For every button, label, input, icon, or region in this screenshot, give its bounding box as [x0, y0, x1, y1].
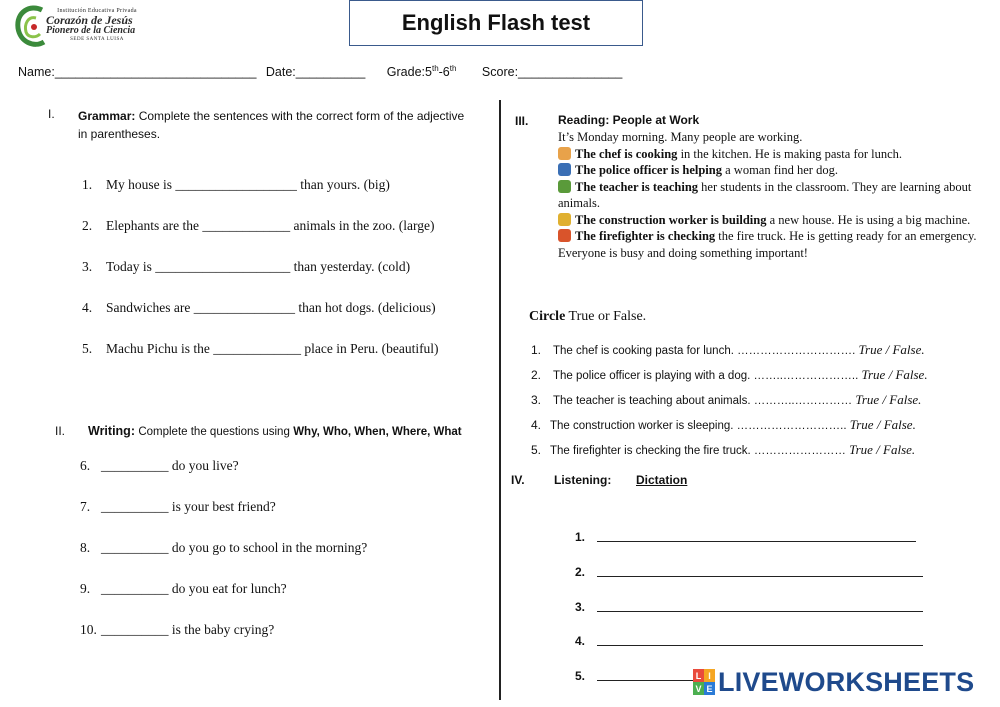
- student-info-line: [18, 64, 628, 79]
- reading-bold: The firefighter is checking: [575, 229, 716, 243]
- reading-paragraph: [558, 162, 978, 179]
- true-false-item[interactable]: [531, 367, 928, 383]
- date-field[interactable]: Date:__________: [265, 65, 366, 80]
- true-false-choice[interactable]: True / False.: [858, 342, 925, 357]
- grammar-item[interactable]: [82, 341, 439, 357]
- writing-item[interactable]: [80, 581, 287, 597]
- title-box: [349, 0, 643, 46]
- item-number: 8.: [80, 540, 91, 555]
- grammar-item[interactable]: [82, 300, 436, 316]
- item-text: Machu Pichu is the _____________ place in Peru. (beautiful): [106, 341, 439, 356]
- item-number: 2.: [82, 218, 93, 233]
- statement-text: The firefighter is checking the fire truck. ……………………: [550, 445, 850, 457]
- score-field[interactable]: Score:_______________: [481, 65, 623, 80]
- grammar-item[interactable]: [82, 259, 410, 275]
- chef-icon: [558, 147, 571, 160]
- item-number: 5.: [531, 443, 542, 457]
- grade-sup-2: th: [449, 64, 457, 73]
- grade-sup-1: th: [431, 64, 439, 73]
- dictation-number: 4.: [575, 634, 586, 648]
- school-subtitle: Pionero de la Ciencia: [46, 25, 136, 37]
- statement-text: The police officer is playing with a dog. ……..………………..: [553, 370, 862, 382]
- grammar-label: Grammar:: [78, 109, 136, 123]
- dictation-number: 3.: [575, 600, 586, 614]
- item-number: 6.: [80, 458, 91, 473]
- circle-rest: True or False.: [565, 309, 647, 324]
- teacher-icon: [558, 180, 571, 193]
- statement-text: The chef is cooking pasta for lunch. ………………………….: [553, 345, 859, 357]
- true-false-choice[interactable]: True / False.: [861, 367, 928, 382]
- dictation-line[interactable]: [597, 541, 916, 542]
- grade-field: [387, 65, 457, 79]
- item-number: 1.: [82, 177, 93, 192]
- item-number: 5.: [82, 341, 93, 356]
- dictation-line[interactable]: [597, 611, 923, 612]
- item-text: __________ do you eat for lunch?: [101, 581, 287, 596]
- true-false-item[interactable]: [531, 342, 925, 358]
- reading-bold: The police officer is helping: [575, 163, 722, 177]
- writing-instruction: Complete the questions using: [138, 426, 290, 438]
- item-text: __________ is your best friend?: [101, 499, 276, 514]
- school-campus: SEDE SANTA LUISA: [70, 36, 124, 42]
- grammar-instruction-1: Complete the sentences with the correct form of the adjective: [138, 109, 465, 123]
- grade-prefix: Grade:5: [386, 65, 432, 80]
- true-false-item[interactable]: [531, 442, 915, 458]
- reading-closing: Everyone is busy and doing something important!: [558, 245, 808, 260]
- writing-item[interactable]: [80, 540, 367, 556]
- reading-intro: It’s Monday morning. Many people are working.: [558, 130, 803, 144]
- dictation-label: Dictation: [636, 473, 688, 487]
- police-officer-icon: [558, 163, 571, 176]
- true-false-instruction: [529, 309, 646, 325]
- liveworksheets-text: LIVEWORKSHEETS: [718, 666, 975, 697]
- item-number: 4.: [82, 300, 93, 315]
- grammar-item[interactable]: [82, 218, 435, 234]
- true-false-choice[interactable]: True / False.: [855, 392, 922, 407]
- reading-rest: in the kitchen. He is making pasta for lunch.: [677, 146, 903, 161]
- logo-letter: V: [693, 682, 704, 695]
- reading-paragraph: [558, 146, 978, 163]
- item-text: __________ do you live?: [101, 458, 239, 473]
- writing-item[interactable]: [80, 458, 239, 474]
- item-number: 2.: [531, 368, 542, 382]
- column-divider: [499, 100, 501, 700]
- grammar-heading: [78, 107, 488, 143]
- true-false-item[interactable]: [531, 392, 921, 408]
- grammar-instruction-2: in parentheses.: [78, 127, 161, 141]
- item-number: 9.: [80, 581, 91, 596]
- writing-numeral: II.: [55, 424, 66, 438]
- item-number: 3.: [82, 259, 93, 274]
- reading-rest: the fire truck. He is getting ready for an emergency.: [715, 229, 977, 243]
- logo-letter: I: [704, 669, 715, 682]
- item-number: 7.: [80, 499, 91, 514]
- true-false-choice[interactable]: True / False.: [849, 417, 916, 432]
- grade-mid: -6: [438, 65, 450, 80]
- logo-letter: E: [704, 682, 715, 695]
- firefighter-icon: [558, 229, 571, 242]
- item-text: Today is ____________________ than yesterday. (cold): [106, 259, 411, 274]
- reading-bold: The chef is cooking: [575, 146, 678, 161]
- dictation-number: 2.: [575, 565, 586, 579]
- logo-letter: L: [693, 669, 704, 682]
- circle-word: Circle: [529, 309, 566, 324]
- item-text: __________ is the baby crying?: [101, 622, 275, 637]
- reading-rest: her students in the classroom. They are learning about animals.: [558, 179, 972, 210]
- writing-label: Writing:: [88, 424, 135, 438]
- item-text: __________ do you go to school in the morning?: [101, 540, 368, 555]
- item-text: Elephants are the _____________ animals in the zoo. (large): [106, 218, 435, 233]
- writing-item[interactable]: [80, 622, 274, 638]
- construction-worker-icon: [558, 213, 571, 226]
- liveworksheets-logo-icon: [693, 669, 715, 695]
- item-number: 4.: [531, 418, 542, 432]
- dictation-number: 1.: [575, 530, 586, 544]
- page-title: English Flash test: [401, 10, 591, 35]
- reading-title: Reading: People at Work: [558, 113, 700, 127]
- item-number: 10.: [80, 622, 97, 637]
- reading-paragraph: [558, 228, 978, 245]
- school-crest-icon: [14, 4, 48, 50]
- item-text: Sandwiches are _______________ than hot dogs. (delicious): [106, 300, 436, 315]
- writing-item[interactable]: [80, 499, 276, 515]
- liveworksheets-watermark: [693, 667, 974, 697]
- item-text: My house is __________________ than yours. (big): [106, 177, 390, 192]
- school-name-block: [46, 8, 148, 42]
- reading-paragraph: [558, 212, 978, 229]
- name-field[interactable]: Name:_____________________________: [18, 65, 257, 80]
- dictation-line[interactable]: [597, 645, 923, 646]
- writing-words: Why, Who, When, Where, What: [293, 426, 462, 438]
- reading-numeral: III.: [515, 114, 529, 128]
- grammar-item[interactable]: [82, 177, 390, 193]
- item-number: 1.: [531, 343, 542, 357]
- true-false-choice[interactable]: True / False.: [849, 442, 916, 457]
- dictation-line[interactable]: [597, 680, 697, 681]
- reading-rest: a woman find her dog.: [722, 163, 838, 177]
- listening-label: Listening:: [554, 473, 612, 487]
- item-number: 3.: [531, 393, 542, 407]
- grammar-numeral: I.: [48, 107, 55, 121]
- writing-heading: [88, 424, 462, 438]
- school-name: Corazón de Jesús: [46, 13, 133, 28]
- reading-bold: The construction worker is building: [575, 212, 767, 227]
- reading-bold: The teacher is teaching: [575, 179, 699, 194]
- dictation-number: 5.: [575, 669, 586, 683]
- statement-text: The construction worker is sleeping. ………………………..: [550, 420, 850, 432]
- dictation-line[interactable]: [597, 576, 923, 577]
- reading-passage: [558, 129, 978, 261]
- reading-paragraph: [558, 179, 978, 212]
- reading-rest: a new house. He is using a big machine.: [766, 212, 971, 227]
- school-line1: Institución Educativa Privada: [57, 8, 137, 14]
- true-false-item[interactable]: [531, 417, 916, 433]
- statement-text: The teacher is teaching about animals. ………..……………: [553, 395, 856, 407]
- listening-numeral: IV.: [511, 473, 525, 487]
